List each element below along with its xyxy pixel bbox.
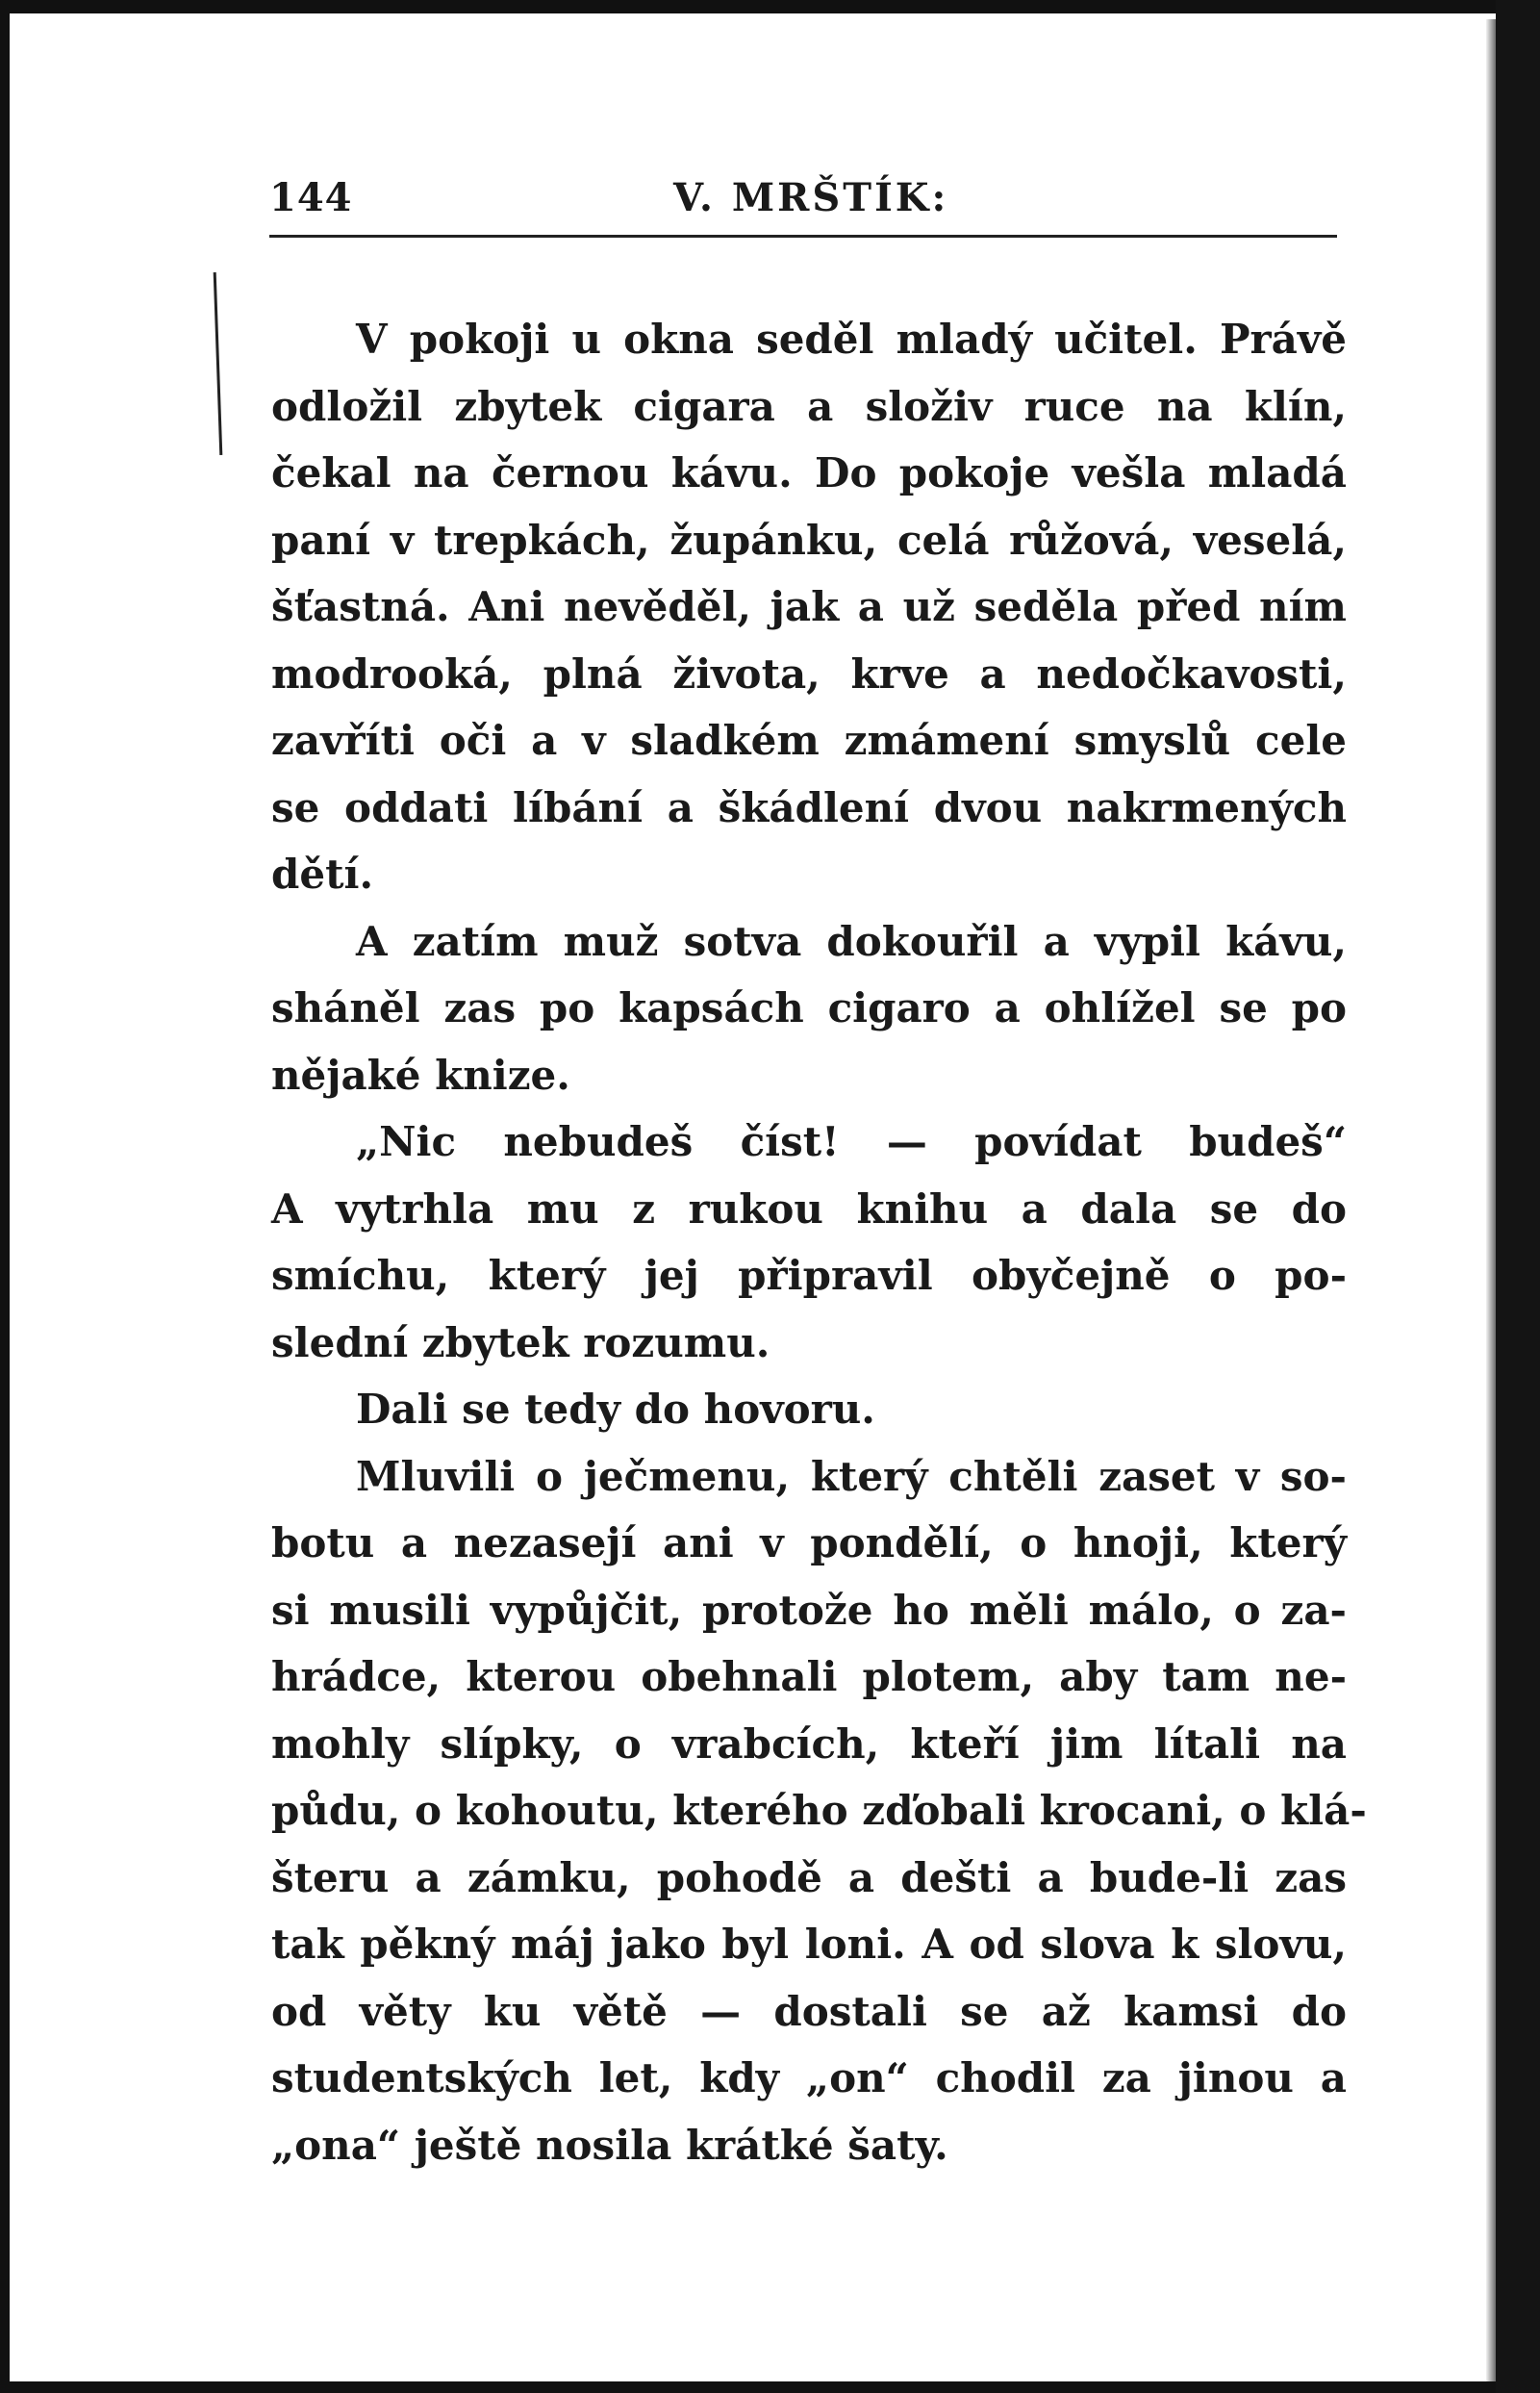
text-line: od věty ku větě — dostali se až kamsi do — [271, 1987, 1347, 2035]
text-line: A vytrhla mu z rukou knihu a dala se do — [271, 1184, 1347, 1233]
text-line: šteru a zámku, pohodě a dešti a bude-li zas — [271, 1853, 1347, 1901]
text-line: odložil zbytek cigara a složiv ruce na klín, — [271, 382, 1347, 430]
text-line: šťastná. Ani nevěděl, jak a už seděla před ním — [271, 583, 1347, 630]
header-rule — [269, 235, 1337, 238]
running-head: V. MRŠTÍK: — [673, 175, 949, 220]
text-line: botu a nezasejí ani v pondělí, o hnoji, který — [271, 1519, 1347, 1566]
page-number: 144 — [269, 175, 353, 220]
text-line: sháněl zas po kapsách cigaro a ohlížel se po — [271, 984, 1347, 1031]
text-line: Mluvili o ječmenu, který chtěli zaset v so- — [356, 1452, 1347, 1500]
text-line: smíchu, který jej připravil obyčejně o po- — [271, 1252, 1347, 1299]
text-line: V pokoji u okna seděl mladý učitel. Právě — [356, 316, 1347, 363]
text-line: si musili vypůjčit, protože ho měli málo, o za- — [271, 1586, 1347, 1634]
page-header — [269, 175, 1337, 233]
text-line: půdu, o kohoutu, kterého zďobali krocani, o klá- — [271, 1787, 1367, 1834]
text-line: paní v trepkách, župánku, celá růžová, veselá, — [271, 516, 1347, 564]
text-line: A zatím muž sotva dokouřil a vypil kávu, — [356, 917, 1347, 965]
text-line: zavříti oči a v sladkém zmámení smyslů cele — [271, 717, 1347, 764]
body-text — [271, 306, 1367, 2178]
text-line: čekal na černou kávu. Do pokoje vešla mladá — [271, 449, 1347, 496]
text-line: nějaké knize. — [271, 1051, 570, 1099]
text-line: „ona“ ještě nosila krátké šaty. — [271, 2121, 948, 2169]
book-spine-edge — [1496, 0, 1540, 2393]
page-edge-shadow — [1486, 19, 1496, 2381]
text-line: dětí. — [271, 851, 374, 898]
text-line: mohly slípky, o vrabcích, kteří jim lítali na — [271, 1719, 1347, 1768]
text-line: se oddati líbání a škádlení dvou nakrmených — [271, 783, 1347, 831]
text-line: Dali se tedy do hovoru. — [356, 1386, 875, 1433]
text-line: slední zbytek rozumu. — [271, 1318, 770, 1366]
text-line: „Nic nebudeš číst! — povídat budeš“ — [356, 1118, 1347, 1165]
text-line: tak pěkný máj jako byl loni. A od slova k slovu, — [271, 1921, 1347, 1968]
text-line: modrooká, plná života, krve a nedočkavosti, — [271, 649, 1347, 698]
text-line: studentských let, kdy „on“ chodil za jinou a — [271, 2054, 1347, 2101]
text-line: hrádce, kterou obehnali plotem, aby tam ne- — [271, 1653, 1347, 1700]
